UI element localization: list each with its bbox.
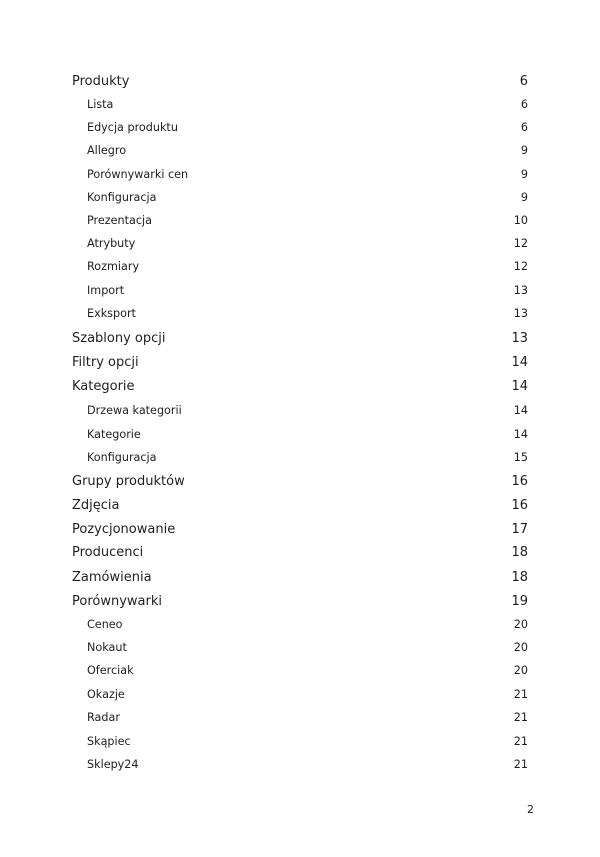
toc-entry[interactable]: [72, 260, 528, 273]
toc-entry-title: Zamówienia: [72, 570, 152, 585]
toc-entry-page-number: 12: [513, 260, 528, 273]
toc-entry-page-number: 14: [511, 355, 528, 370]
toc-entry-page-number: 20: [513, 664, 528, 677]
toc-entry-page-number: 18: [511, 545, 528, 560]
toc-entry[interactable]: [72, 404, 528, 417]
toc-entry-title: Produkty: [72, 74, 130, 89]
toc-entry-page-number: 21: [513, 735, 528, 748]
toc-entry-page-number: 14: [511, 379, 528, 394]
toc-entry-title: Kategorie: [87, 428, 141, 441]
toc-entry[interactable]: [72, 237, 528, 250]
toc-entry[interactable]: [72, 74, 528, 89]
toc-entry[interactable]: [72, 545, 528, 560]
toc-entry-page-number: 12: [513, 237, 528, 250]
toc-entry-title: Lista: [87, 98, 114, 111]
toc-entry-page-number: 20: [513, 641, 528, 654]
toc-entry-page-number: 21: [513, 688, 528, 701]
toc-entry-title: Okazje: [87, 688, 125, 701]
toc-entry[interactable]: [72, 594, 528, 609]
toc-entry-page-number: 19: [511, 594, 528, 609]
toc-entry-title: Import: [87, 284, 125, 297]
toc-entry[interactable]: [72, 121, 528, 134]
toc-entry-title: Exksport: [87, 307, 136, 320]
toc-entry-page-number: 9: [520, 168, 528, 181]
toc-entry-page-number: 21: [513, 711, 528, 724]
toc-entry-page-number: 16: [511, 498, 528, 513]
toc-entry-title: Skąpiec: [87, 735, 131, 748]
toc-entry[interactable]: [72, 284, 528, 297]
toc-entry-title: Zdjęcia: [72, 498, 120, 513]
toc-entry-title: Konfiguracja: [87, 191, 157, 204]
toc-entry[interactable]: [72, 688, 528, 701]
toc-entry-title: Prezentacja: [87, 214, 152, 227]
toc-entry-title: Grupy produktów: [72, 474, 185, 489]
toc-entry-title: Konfiguracja: [87, 451, 157, 464]
toc-entry[interactable]: [72, 307, 528, 320]
toc-entry-title: Porównywarki: [72, 594, 162, 609]
toc-entry-title: Rozmiary: [87, 260, 140, 273]
toc-entry-title: Radar: [87, 711, 120, 724]
toc-entry[interactable]: [72, 428, 528, 441]
toc-entry[interactable]: [72, 522, 528, 537]
toc-entry-title: Porównywarki cen: [87, 168, 189, 181]
toc-entry-title: Nokaut: [87, 641, 127, 654]
toc-entry-title: Pozycjonowanie: [72, 522, 176, 537]
toc-entry-page-number: 14: [513, 428, 528, 441]
toc-entry-title: Producenci: [72, 545, 144, 560]
toc-entry[interactable]: [72, 474, 528, 489]
toc-entry-page-number: 9: [520, 191, 528, 204]
toc-entry[interactable]: [72, 451, 528, 464]
toc-entry[interactable]: [72, 498, 528, 513]
toc-entry-page-number: 16: [511, 474, 528, 489]
toc-entry[interactable]: [72, 98, 528, 111]
toc-entry-page-number: 9: [520, 144, 528, 157]
toc-entry[interactable]: [72, 331, 528, 346]
toc-entry-page-number: 18: [511, 570, 528, 585]
toc-entry-page-number: 6: [519, 74, 528, 89]
toc-entry[interactable]: [72, 379, 528, 394]
toc-entry-page-number: 14: [513, 404, 528, 417]
toc-entry-page-number: 13: [513, 307, 528, 320]
toc-entry-title: Allegro: [87, 144, 127, 157]
toc-entry[interactable]: [72, 735, 528, 748]
toc-entry[interactable]: [72, 711, 528, 724]
toc-entry-title: Szablony opcji: [72, 331, 166, 346]
toc-entry[interactable]: [72, 758, 528, 771]
toc-entry-title: Filtry opcji: [72, 355, 139, 370]
toc-entry-page-number: 20: [513, 618, 528, 631]
toc-entry-title: Oferciak: [87, 664, 134, 677]
toc-entry[interactable]: [72, 664, 528, 677]
toc-entry-title: Edycja produktu: [87, 121, 178, 134]
toc-entry[interactable]: [72, 144, 528, 157]
toc-entry-page-number: 17: [511, 522, 528, 537]
toc-entry[interactable]: [72, 355, 528, 370]
toc-entry[interactable]: [72, 641, 528, 654]
toc-entry[interactable]: [72, 618, 528, 631]
page-number: 2: [527, 803, 534, 816]
toc-entry-title: Ceneo: [87, 618, 123, 631]
toc-entry-title: Kategorie: [72, 379, 135, 394]
toc-entry-title: Drzewa kategorii: [87, 404, 182, 417]
toc-entry[interactable]: [72, 214, 528, 227]
toc-entry[interactable]: [72, 191, 528, 204]
toc-entry-title: Sklepy24: [87, 758, 139, 771]
toc-entry-page-number: 10: [513, 214, 528, 227]
toc-entry[interactable]: [72, 168, 528, 181]
toc-entry-page-number: 21: [513, 758, 528, 771]
toc-entry-page-number: 6: [520, 121, 528, 134]
toc-entry-page-number: 13: [513, 284, 528, 297]
toc-entry-page-number: 6: [520, 98, 528, 111]
toc-entry-title: Atrybuty: [87, 237, 136, 250]
toc-entry-page-number: 13: [511, 331, 528, 346]
toc-entry-page-number: 15: [513, 451, 528, 464]
toc-entry[interactable]: [72, 570, 528, 585]
